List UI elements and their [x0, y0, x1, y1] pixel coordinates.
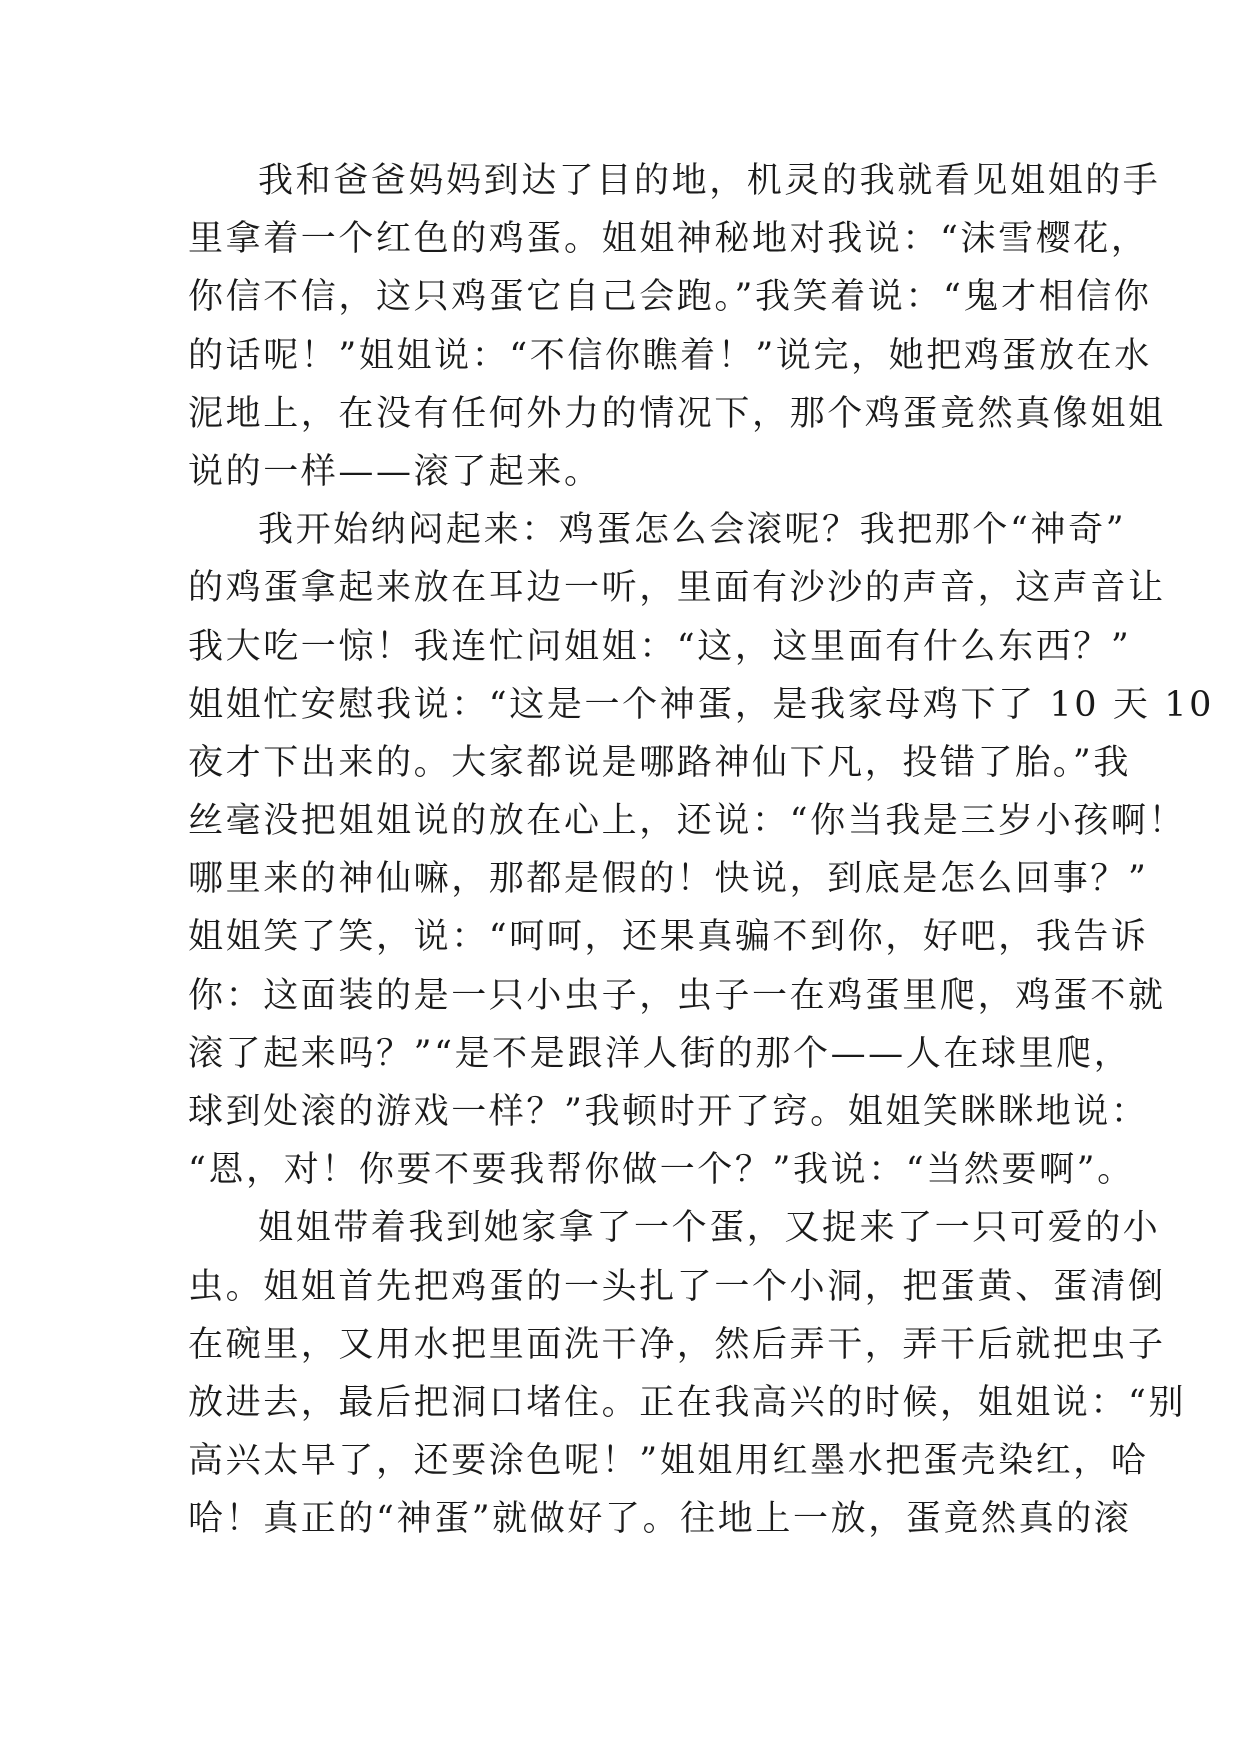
- text-line: 你信不信，这只鸡蛋它自己会跑。”我笑着说：“鬼才相信你: [188, 277, 1152, 318]
- text-line: “恩，对！你要不要我帮你做一个？”我说：“当然要啊”。: [188, 1150, 1135, 1191]
- text-line: 我和爸爸妈妈到达了目的地，机灵的我就看见姐姐的手: [258, 161, 1161, 201]
- text-line: 在碗里，又用水把里面洗干净，然后弄干，弄干后就把虫子: [188, 1324, 1166, 1365]
- text-line: 的话呢！”姐姐说：“不信你瞧着！”说完，她把鸡蛋放在水: [188, 335, 1152, 376]
- text-line: 你：这面装的是一只小虫子，虫子一在鸡蛋里爬，鸡蛋不就: [188, 975, 1166, 1016]
- text-line: 姐姐忙安慰我说：“这是一个神蛋，是我家母鸡下了 10 天 10: [188, 684, 1214, 725]
- text-line: 我开始纳闷起来：鸡蛋怎么会滚呢？我把那个“神奇”: [258, 510, 1127, 551]
- text-line: 放进去，最后把洞口堵住。正在我高兴的时候，姐姐说：“别: [188, 1382, 1187, 1423]
- document-body: [188, 152, 1214, 1549]
- text-line: 丝毫没把姐姐说的放在心上，还说：“你当我是三岁小孩啊！: [188, 801, 1187, 842]
- text-line: 姐姐笑了笑，说：“呵呵，还果真骗不到你，好吧，我告诉: [188, 917, 1149, 958]
- text-line: 哪里来的神仙嘛，那都是假的！快说，到底是怎么回事？”: [188, 859, 1149, 900]
- text-line: 夜才下出来的。大家都说是哪路神仙下凡，投错了胎。”我: [188, 742, 1131, 783]
- text-line: 球到处滚的游戏一样？”我顿时开了窍。姐姐笑眯眯地说：: [188, 1092, 1149, 1132]
- text-line: 我大吃一惊！我连忙问姐姐：“这，这里面有什么东西？”: [188, 626, 1132, 667]
- text-line: 说的一样——滚了起来。: [188, 451, 602, 492]
- text-line: 虫。姐姐首先把鸡蛋的一头扎了一个小洞，把蛋黄、蛋清倒: [188, 1266, 1166, 1307]
- text-line: 哈！真正的“神蛋”就做好了。往地上一放，蛋竟然真的滚: [188, 1499, 1132, 1540]
- text-line: 姐姐带着我到她家拿了一个蛋，又捉来了一只可爱的小: [258, 1208, 1161, 1249]
- text-line: 高兴太早了，还要涂色呢！”姐姐用红墨水把蛋壳染红，哈: [188, 1441, 1149, 1482]
- text-line: 的鸡蛋拿起来放在耳边一听，里面有沙沙的声音，这声音让: [188, 568, 1166, 609]
- text-line: 里拿着一个红色的鸡蛋。姐姐神秘地对我说：“沫雪樱花，: [188, 219, 1149, 260]
- text-line: 泥地上，在没有任何外力的情况下，那个鸡蛋竟然真像姐姐: [188, 393, 1166, 434]
- text-line: 滚了起来吗？”“是不是跟洋人街的那个——人在球里爬，: [188, 1033, 1132, 1074]
